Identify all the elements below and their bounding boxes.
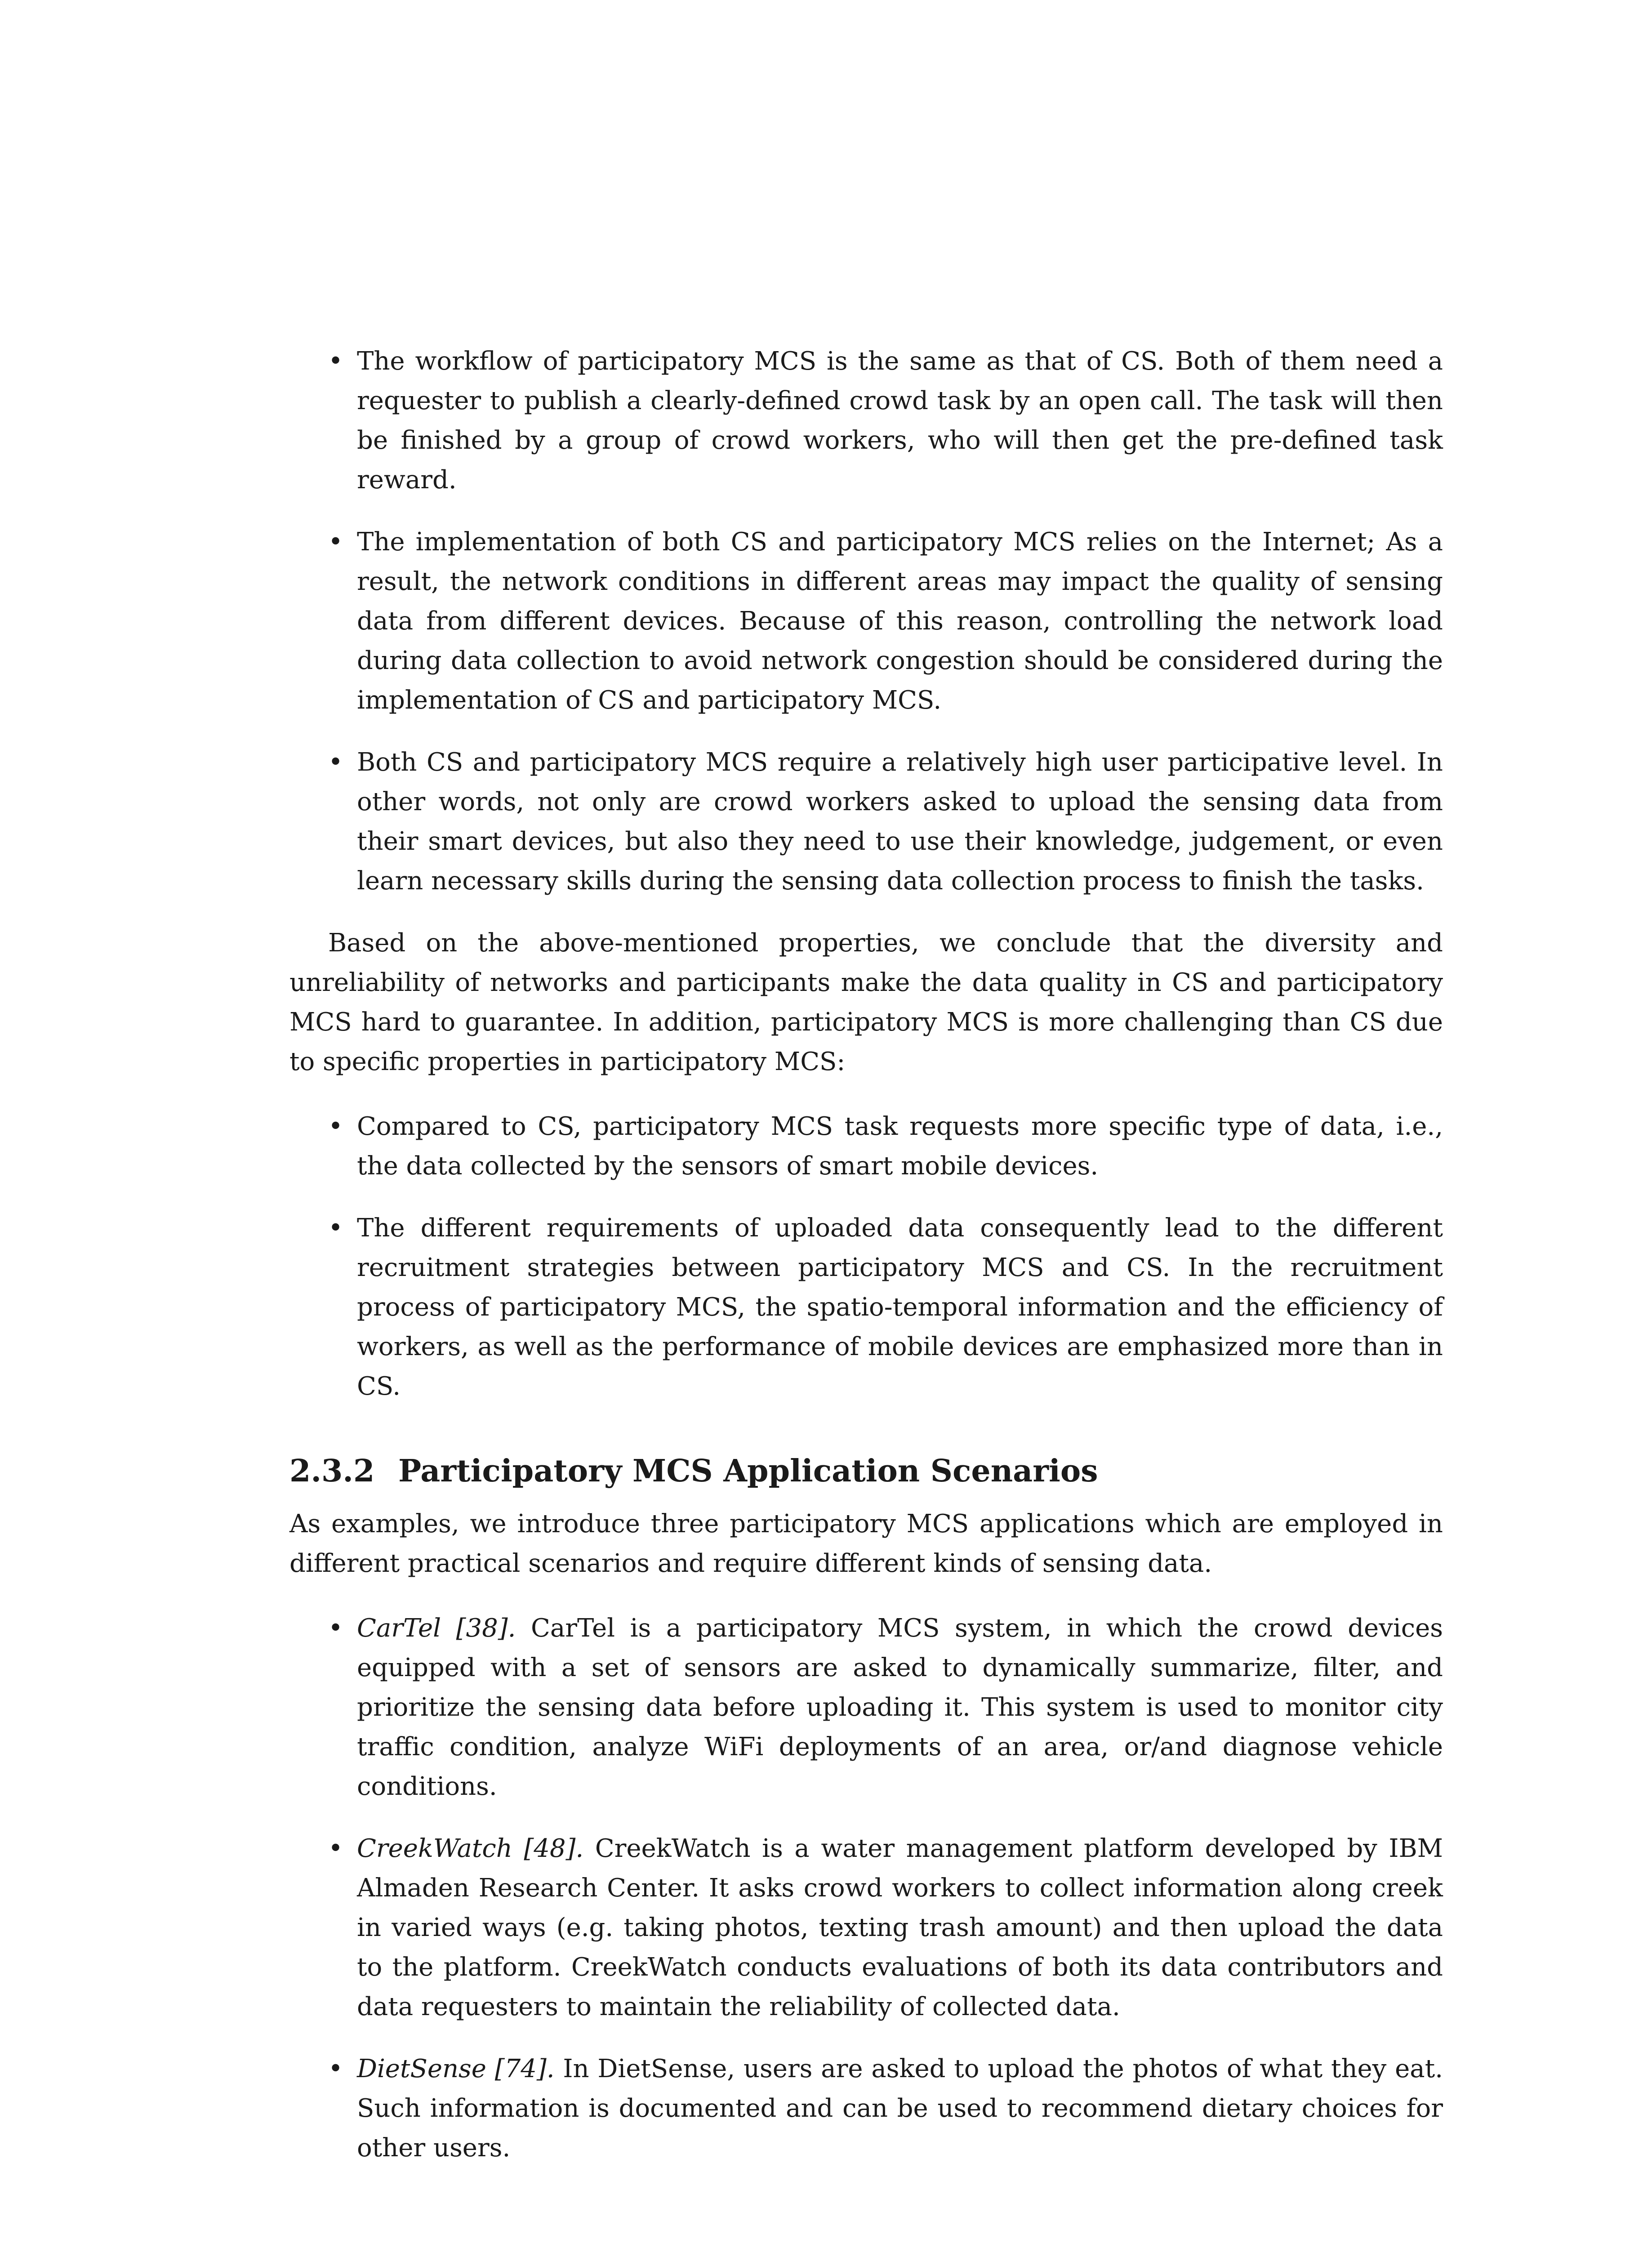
bullet-icon: • [328, 527, 343, 557]
challenges-list [289, 1107, 1443, 1406]
list-item-text: Compared to CS, participatory MCS task requests more specific type of data, i.e., the data collected by the sensors of smart mobile devices. [357, 1112, 1443, 1181]
list-item [289, 1107, 1443, 1186]
application-description: CreekWatch is a water management platform developed by IBM Almaden Research Center. It asks crowd workers to collect information along creek in varied ways (e.g. taking photos, texting trash amount) and then upload the data to the platform. CreekWatch conducts evaluations of both its data contributors and data requesters to maintain the reliability of collected data. [357, 1834, 1443, 2021]
list-item [289, 1829, 1443, 2027]
list-item-text: The implementation of both CS and participatory MCS relies on the Internet; As a result, the network conditions in different areas may impact the quality of sensing data from different devices. Because of this reason, controlling the network load during data collection to avoid network congestion should be considered during the implementation of CS and participatory MCS. [357, 527, 1443, 715]
list-item [289, 743, 1443, 901]
section-intro: As examples, we introduce three participatory MCS applications which are employed in different practical scenarios and require different kinds of sensing data. [289, 1509, 1443, 1578]
application-description: In DietSense, users are asked to upload the photos of what they eat. Such information is documented and can be used to recommend dietary choices for other users. [357, 2054, 1443, 2163]
application-description: CarTel is a participatory MCS system, in which the crowd devices equipped with a set of sensors are asked to dynamically summarize, filter, and prioritize the sensing data before uploading it. This system is used to monitor city traffic condition, analyze WiFi deployments of an area, or/and diagnose vehicle conditions. [357, 1614, 1443, 1801]
section-number: 2.3.2 [289, 1453, 375, 1489]
body-paragraph: Based on the above-mentioned properties, we conclude that the diversity and unreliability of networks and participants make the data quality in CS and participatory MCS hard to guarantee. In addition, participatory MCS is more challenging than CS due to specific properties in participatory MCS: [289, 928, 1443, 1076]
page-body [289, 342, 1443, 2190]
application-name: CreekWatch [48]. [357, 1834, 584, 1863]
applications-list [289, 1609, 1443, 2168]
list-item [289, 342, 1443, 500]
list-item-text: The different requirements of uploaded data consequently lead to the different recruitment strategies between participatory MCS and CS. In the recruitment process of participatory MCS, the spatio-temporal information and the efficiency of workers, as well as the performance of mobile devices are emphasized more than in CS. [357, 1213, 1443, 1401]
properties-list [289, 342, 1443, 901]
application-name: DietSense [74]. [357, 2054, 555, 2083]
list-item-text: The workflow of participatory MCS is the same as that of CS. Both of them need a requester to publish a clearly-defined crowd task by an open call. The task will then be finished by a group of crowd workers, who will then get the pre-defined task reward. [357, 347, 1443, 495]
bullet-icon: • [328, 1213, 343, 1243]
list-item [289, 522, 1443, 720]
bullet-icon: • [328, 347, 343, 376]
application-name: CarTel [38]. [357, 1614, 516, 1643]
bullet-icon: • [328, 748, 343, 777]
list-item [289, 1209, 1443, 1406]
list-item [289, 1609, 1443, 1806]
bullet-icon: • [328, 1834, 343, 1863]
list-item-text: Both CS and participatory MCS require a relatively high user participative level. In other words, not only are crowd workers asked to upload the sensing data from their smart devices, but also they need to use their knowledge, judgement, or even learn necessary skills during the sensing data collection process to finish the tasks. [357, 748, 1443, 896]
bullet-icon: • [328, 1112, 343, 1141]
section-heading [289, 1450, 1443, 1493]
list-item [289, 2049, 1443, 2168]
bullet-icon: • [328, 2054, 343, 2083]
section-title: Participatory MCS Application Scenarios [398, 1453, 1098, 1489]
bullet-icon: • [328, 1614, 343, 1643]
